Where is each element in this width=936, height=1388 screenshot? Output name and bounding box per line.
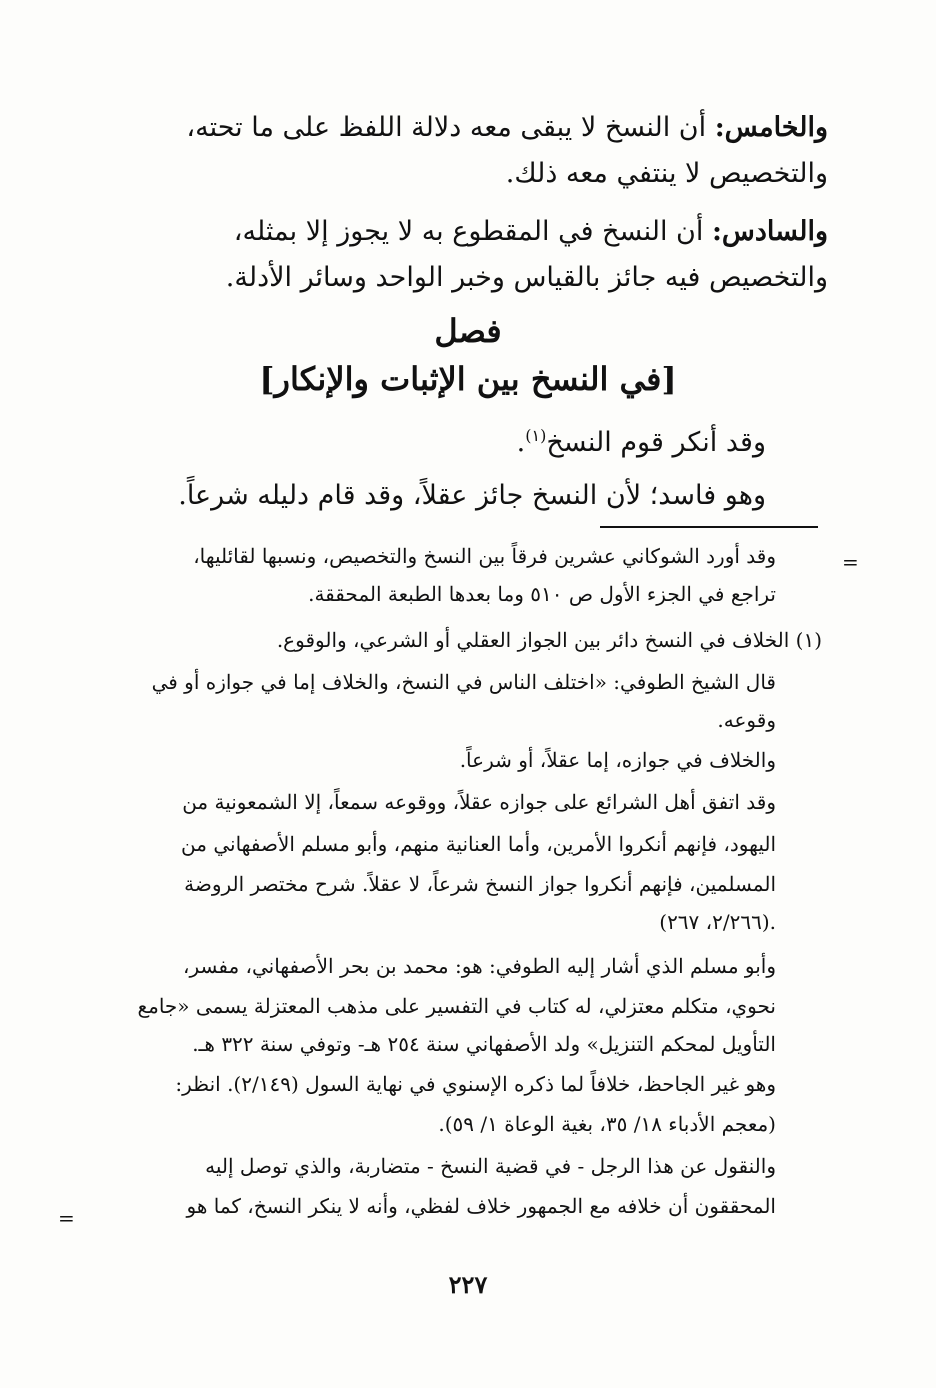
footnote-1-line-7: المسلمين، فإنهم أنكروا جواز النسخ شرعاً، لا عقلاً. شرح مختصر الروضة xyxy=(184,872,776,896)
body-line-1-end: . xyxy=(516,427,526,458)
footnote-1-line-9: وأبو مسلم الذي أشار إليه الطوفي: هو: محمد بن بحر الأصفهاني، مفسر، xyxy=(183,954,776,978)
footnote-separator xyxy=(600,526,818,528)
footnote-1-line-6: اليهود، فإنهم أنكروا الأمرين، وأما العنانية منهم، وأبو مسلم الأصفهاني من xyxy=(181,832,776,856)
footnote-1-line-13: (معجم الأدباء ١٨/ ٣٥، بغية الوعاة ١/ ٥٩). xyxy=(438,1112,776,1136)
footnote-1-line-5: وقد اتفق أهل الشرائع على جوازه عقلاً، ووقوعه سمعاً، إلا الشمعونية من xyxy=(182,790,776,814)
fifth-difference-line-2: والتخصيص لا ينتفي معه ذلك. xyxy=(505,158,828,189)
fifth-label: والخامس: xyxy=(714,112,828,143)
footnote-1-line-11: التأويل لمحكم التنزيل» ولد الأصفهاني سنة ٢٥٤ هـ- وتوفي سنة ٣٢٢ هـ. xyxy=(192,1032,776,1056)
footnote-1-line-10: نحوي، متكلم معتزلي، له كتاب في التفسير على مذهب المعتزلة يسمى «جامع xyxy=(137,994,776,1018)
body-line-1 xyxy=(517,426,766,458)
footnote-1-line-14: والنقول عن هذا الرجل - في قضية النسخ - متضاربة، والذي توصل إليه xyxy=(205,1154,776,1178)
section-heading: فصل xyxy=(434,312,502,350)
sixth-difference-line-2: والتخصيص فيه جائز بالقياس وخبر الواحد وسائر الأدلة. xyxy=(225,262,828,293)
footnote-1-line-3: وقوعه. xyxy=(717,708,776,732)
fifth-text: أن النسخ لا يبقى معه دلالة اللفظ على ما تحته، xyxy=(186,112,707,143)
footnote-ref-1: (١) xyxy=(525,426,547,445)
footnote-cont-line-2: تراجع في الجزء الأول ص ٥١٠ وما بعدها الطبعة المحققة. xyxy=(308,582,776,606)
footnote-1-line-2: قال الشيخ الطوفي: «اختلف الناس في النسخ، والخلاف إما في جوازه أو في xyxy=(151,670,776,694)
section-subheading: [في النسخ بين الإثبات والإنكار] xyxy=(259,360,677,398)
footnote-1-line-4: والخلاف في جوازه، إما عقلاً، أو شرعاً. xyxy=(459,748,776,772)
footnote-1-line-12: وهو غير الجاحظ، خلافاً لما ذكره الإسنوي في نهاية السول (٢/١٤٩). انظر: xyxy=(175,1072,776,1096)
footnote-1-line-1: (١) الخلاف في النسخ دائر بين الجواز العقلي أو الشرعي، والوقوع. xyxy=(276,628,822,652)
sixth-label: والسادس: xyxy=(711,216,828,247)
footnote-1-line-8: (٢/٢٦٦، ٢٦٧). xyxy=(659,910,776,934)
sixth-text: أن النسخ في المقطوع به لا يجوز إلا بمثله، xyxy=(233,216,704,247)
fifth-difference-line-1 xyxy=(186,112,828,143)
body-line-1-text: وقد أنكر قوم النسخ xyxy=(546,427,766,458)
sixth-difference-line-1 xyxy=(234,216,828,247)
page-number: ٢٢٧ xyxy=(448,1270,488,1299)
continuation-mark: = xyxy=(842,550,859,574)
footnote-1-line-15: المحققون أن خلافه مع الجمهور خلاف لفظي، وأنه لا ينكر النسخ، كما هو xyxy=(186,1194,776,1218)
footnote-cont-line-1: وقد أورد الشوكاني عشرين فرقاً بين النسخ والتخصيص، ونسبها لقائليها، xyxy=(193,544,776,568)
body-line-2: وهو فاسد؛ لأن النسخ جائز عقلاً، وقد قام دليله شرعاً. xyxy=(178,480,766,511)
end-continuation-mark: = xyxy=(58,1206,75,1230)
